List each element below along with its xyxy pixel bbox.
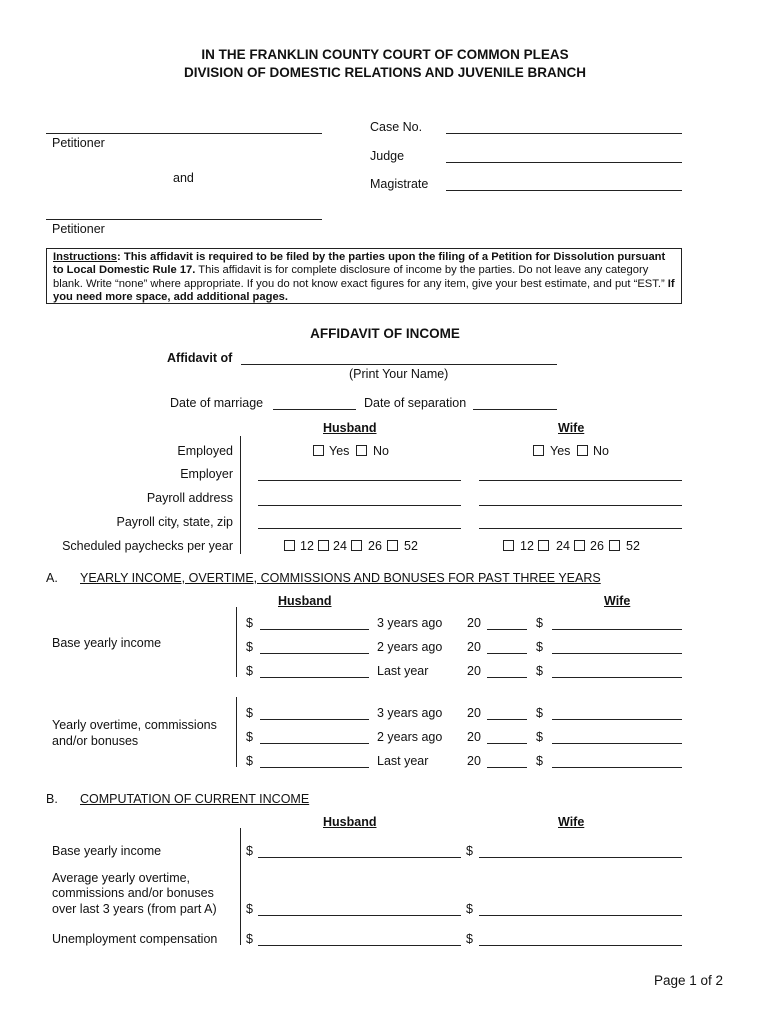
- section-b-letter: B.: [46, 792, 58, 806]
- wife-employed-yes-checkbox[interactable]: [533, 445, 544, 456]
- employer-label: Employer: [180, 467, 233, 481]
- overtime-3yr-year-field[interactable]: [487, 719, 527, 720]
- year-label-3: 3 years ago: [377, 706, 443, 720]
- case-no-label: Case No.: [370, 120, 423, 134]
- section-a-base-label: Base yearly income: [52, 636, 162, 650]
- year-label-3: 3 years ago: [377, 616, 443, 630]
- wife-overtime-last-field[interactable]: [552, 767, 682, 768]
- payroll-city-label: Payroll city, state, zip: [116, 515, 233, 529]
- section-a-husband-header: Husband: [278, 594, 332, 608]
- wife-unemployment-field[interactable]: [479, 945, 682, 946]
- section-b-base-label: Base yearly income: [52, 844, 162, 858]
- instructions-plain-text: This affidavit is for complete disclosure of income by the parties. Do not leave any category blank. Write “none” where appropriate. If you do not know exact figures for any item, give your best estimate, and put “EST.”: [53, 264, 665, 290]
- dollar-sign: $: [246, 844, 253, 858]
- dollar-sign: $: [246, 902, 253, 916]
- employed-label: Employed: [177, 444, 233, 458]
- year-prefix: 20: [467, 664, 481, 678]
- year-prefix: 20: [467, 706, 481, 720]
- section-a-overtime-divider: [236, 697, 237, 767]
- wife-paycheck-12-checkbox[interactable]: [503, 540, 514, 551]
- affidavit-name-field[interactable]: [241, 364, 557, 365]
- section-b-unemployment-label: Unemployment compensation: [52, 932, 218, 946]
- section-b-husband-header: Husband: [323, 815, 377, 829]
- instructions-bold-text: : This affidavit is required to be filed by the parties upon the filing of a Petition for Dissolution pursuant to Local Domestic Rule 17.: [53, 251, 666, 277]
- husband-base-3yr-field[interactable]: [260, 629, 369, 630]
- year-prefix: 20: [467, 730, 481, 744]
- section-b-avg-label-1: Average yearly overtime,: [52, 871, 191, 885]
- husband-payroll-address-field[interactable]: [258, 505, 461, 506]
- case-no-field[interactable]: [446, 133, 682, 134]
- magistrate-label: Magistrate: [370, 177, 429, 191]
- husband-no-label: No: [373, 444, 389, 458]
- section-a-overtime-label-2: and/or bonuses: [52, 734, 139, 748]
- husband-paycheck-24-checkbox[interactable]: [318, 540, 329, 551]
- date-of-marriage-field[interactable]: [273, 409, 356, 410]
- date-of-separation-label: Date of separation: [364, 396, 467, 410]
- wife-paycheck-12-label: 12: [520, 539, 534, 553]
- overtime-last-year-field[interactable]: [487, 767, 527, 768]
- year-label-last: Last year: [377, 754, 429, 768]
- magistrate-field[interactable]: [446, 190, 682, 191]
- husband-avg-overtime-field[interactable]: [258, 915, 461, 916]
- husband-overtime-3yr-field[interactable]: [260, 719, 369, 720]
- dollar-sign: $: [246, 754, 253, 768]
- husband-base-last-field[interactable]: [260, 677, 369, 678]
- print-name-hint: (Print Your Name): [349, 367, 449, 381]
- dollar-sign: $: [246, 664, 253, 678]
- petitioner-1-label: Petitioner: [52, 136, 105, 150]
- dollar-sign: $: [536, 706, 543, 720]
- husband-overtime-last-field[interactable]: [260, 767, 369, 768]
- husband-paycheck-24-label: 24: [333, 539, 347, 553]
- wife-current-base-field[interactable]: [479, 857, 682, 858]
- husband-paycheck-26-label: 26: [368, 539, 382, 553]
- petitioner-2-line[interactable]: [46, 219, 322, 220]
- dollar-sign: $: [246, 640, 253, 654]
- dollar-sign: $: [246, 730, 253, 744]
- wife-employer-field[interactable]: [479, 480, 682, 481]
- wife-base-3yr-field[interactable]: [552, 629, 682, 630]
- wife-payroll-city-field[interactable]: [479, 528, 682, 529]
- petitioner-1-line[interactable]: [46, 133, 322, 134]
- dollar-sign: $: [466, 902, 473, 916]
- dollar-sign: $: [536, 754, 543, 768]
- base-2yr-year-field[interactable]: [487, 653, 527, 654]
- husband-paycheck-12-label: 12: [300, 539, 314, 553]
- year-prefix: 20: [467, 616, 481, 630]
- section-a-title: YEARLY INCOME, OVERTIME, COMMISSIONS AND BONUSES FOR PAST THREE YEARS: [80, 571, 601, 585]
- dollar-sign: $: [246, 616, 253, 630]
- wife-base-last-field[interactable]: [552, 677, 682, 678]
- wife-paycheck-52-checkbox[interactable]: [609, 540, 620, 551]
- husband-employer-field[interactable]: [258, 480, 461, 481]
- dollar-sign: $: [246, 932, 253, 946]
- scheduled-paychecks-label: Scheduled paychecks per year: [62, 539, 233, 553]
- dollar-sign: $: [466, 844, 473, 858]
- husband-current-base-field[interactable]: [258, 857, 461, 858]
- section-a-overtime-label-1: Yearly overtime, commissions: [52, 718, 217, 732]
- wife-paycheck-26-checkbox[interactable]: [574, 540, 585, 551]
- base-3yr-year-field[interactable]: [487, 629, 527, 630]
- husband-employed-yes-checkbox[interactable]: [313, 445, 324, 456]
- instructions-lead: Instructions: [53, 251, 118, 263]
- section-b-wife-header: Wife: [558, 815, 585, 829]
- dollar-sign: $: [536, 616, 543, 630]
- dollar-sign: $: [536, 640, 543, 654]
- overtime-2yr-year-field[interactable]: [487, 743, 527, 744]
- husband-employed-no-checkbox[interactable]: [356, 445, 367, 456]
- husband-paycheck-26-checkbox[interactable]: [351, 540, 362, 551]
- wife-paycheck-52-label: 52: [626, 539, 640, 553]
- year-prefix: 20: [467, 640, 481, 654]
- court-title: IN THE FRANKLIN COUNTY COURT OF COMMON PLEAS: [201, 47, 569, 62]
- husband-payroll-city-field[interactable]: [258, 528, 461, 529]
- page-number: Page 1 of 2: [654, 973, 724, 988]
- dollar-sign: $: [466, 932, 473, 946]
- section-b-avg-label-2: commissions and/or bonuses: [52, 886, 214, 900]
- wife-header: Wife: [558, 421, 585, 435]
- wife-yes-label: Yes: [550, 444, 571, 458]
- date-of-separation-field[interactable]: [473, 409, 557, 410]
- husband-yes-label: Yes: [329, 444, 350, 458]
- wife-employed-no-checkbox[interactable]: [577, 445, 588, 456]
- petitioner-2-label: Petitioner: [52, 222, 105, 236]
- wife-paycheck-26-label: 26: [590, 539, 604, 553]
- section-b-avg-label-3: over last 3 years (from part A): [52, 902, 217, 916]
- judge-label: Judge: [370, 149, 405, 163]
- husband-paycheck-52-label: 52: [404, 539, 418, 553]
- year-label-2: 2 years ago: [377, 640, 443, 654]
- husband-header: Husband: [323, 421, 377, 435]
- date-of-marriage-label: Date of marriage: [170, 396, 264, 410]
- husband-unemployment-field[interactable]: [258, 945, 461, 946]
- dollar-sign: $: [246, 706, 253, 720]
- instructions-box: [46, 248, 682, 304]
- section-b-divider: [240, 828, 241, 945]
- wife-paycheck-24-checkbox[interactable]: [538, 540, 549, 551]
- wife-avg-overtime-field[interactable]: [479, 915, 682, 916]
- court-division: DIVISION OF DOMESTIC RELATIONS AND JUVENILE BRANCH: [183, 65, 587, 80]
- wife-base-2yr-field[interactable]: [552, 653, 682, 654]
- husband-base-2yr-field[interactable]: [260, 653, 369, 654]
- husband-paycheck-12-checkbox[interactable]: [284, 540, 295, 551]
- section-a-wife-header: Wife: [604, 594, 631, 608]
- and-label: and: [173, 171, 194, 185]
- year-label-last: Last year: [377, 664, 429, 678]
- dollar-sign: $: [536, 730, 543, 744]
- husband-paycheck-52-checkbox[interactable]: [387, 540, 398, 551]
- section-b-title: COMPUTATION OF CURRENT INCOME: [80, 792, 310, 806]
- base-last-year-field[interactable]: [487, 677, 527, 678]
- judge-field[interactable]: [446, 162, 682, 163]
- affidavit-title: AFFIDAVIT OF INCOME: [310, 326, 460, 341]
- payroll-address-label: Payroll address: [146, 491, 233, 505]
- wife-overtime-3yr-field[interactable]: [552, 719, 682, 720]
- employment-divider: [240, 436, 241, 554]
- dollar-sign: $: [536, 664, 543, 678]
- wife-overtime-2yr-field[interactable]: [552, 743, 682, 744]
- affidavit-of-label: Affidavit of: [167, 351, 233, 365]
- wife-payroll-address-field[interactable]: [479, 505, 682, 506]
- year-label-2: 2 years ago: [377, 730, 443, 744]
- wife-no-label: No: [593, 444, 609, 458]
- instructions-bold-tail: If you need more space, add additional pages.: [53, 277, 675, 304]
- husband-overtime-2yr-field[interactable]: [260, 743, 369, 744]
- section-a-base-divider: [236, 607, 237, 677]
- year-prefix: 20: [467, 754, 481, 768]
- wife-paycheck-24-label: 24: [556, 539, 570, 553]
- section-a-letter: A.: [46, 571, 58, 585]
